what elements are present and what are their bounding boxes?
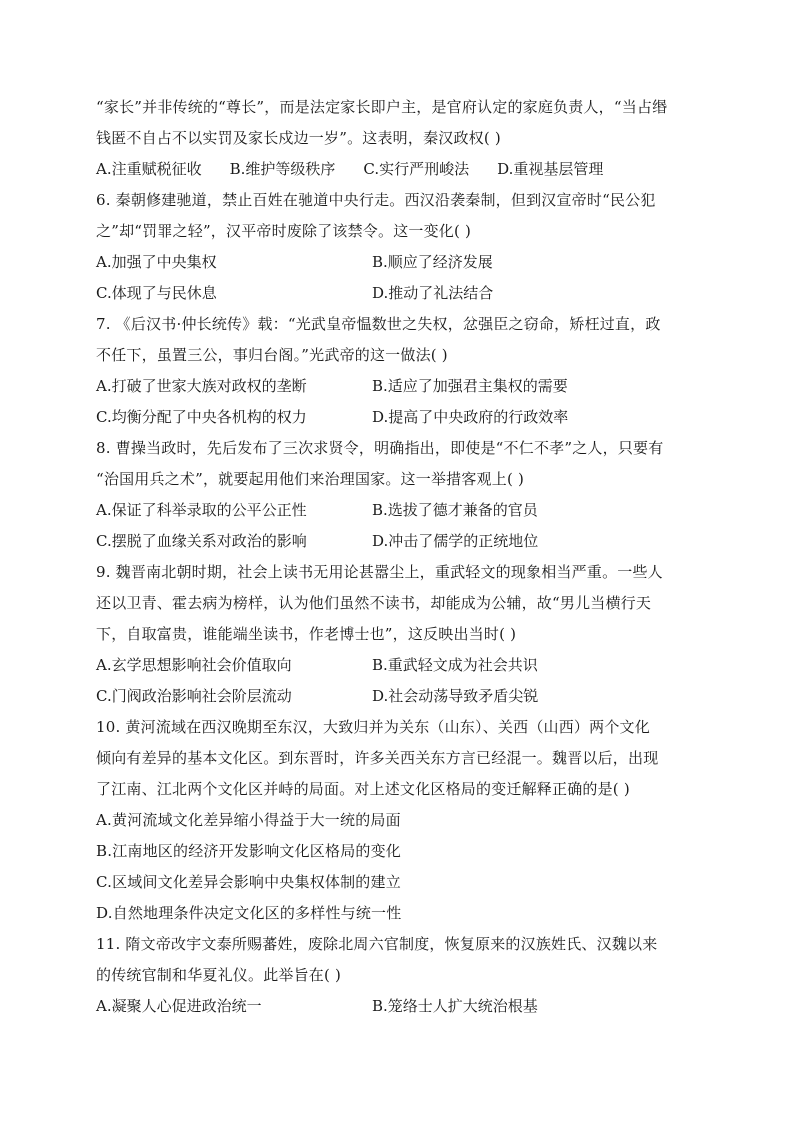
option-d: D.冲击了儒学的正统地位 (372, 532, 539, 550)
option-c: C.实行严刑峻法 (363, 160, 470, 178)
question-5 (96, 92, 706, 185)
options-row (96, 402, 706, 433)
options-row (96, 495, 706, 526)
question-9 (96, 557, 706, 712)
question-10 (96, 712, 706, 929)
question-stem-line: 钱匿不自占不以实罚及家长戍边一岁”。这表明，秦汉政权( ) (96, 129, 501, 147)
question-stem-line: 之”却“罚罪之轻”，汉平帝时废除了该禁令。这一变化( ) (96, 222, 472, 240)
options-row (96, 371, 706, 402)
options-row (96, 650, 706, 681)
question-6 (96, 185, 706, 309)
question-stem-line: 8. 曹操当政时，先后发布了三次求贤令，明确指出，即使是“不仁不孝”之人，只要有 (96, 439, 664, 457)
option-d: D.重视基层管理 (497, 160, 604, 178)
option-b: B.重武轻文成为社会共识 (372, 656, 538, 674)
option-d: D.推动了礼法结合 (372, 284, 494, 302)
option-c: C.区域间文化差异会影响中央集权体制的建立 (96, 873, 401, 891)
option-a: A.保证了科举录取的公平公正性 (96, 501, 307, 519)
options-row (96, 154, 706, 185)
exam-page (96, 92, 706, 1022)
option-b: B.适应了加强君主集权的需要 (372, 377, 568, 395)
option-d: D.社会动荡导致矛盾尖锐 (372, 687, 539, 705)
option-a: A.注重赋税征收 (96, 160, 202, 178)
option-b: B.顺应了经济发展 (372, 253, 493, 271)
option-b: B.维护等级秩序 (229, 160, 336, 178)
question-stem-line: 9. 魏晋南北朝时期，社会上读书无用论甚嚣尘上，重武轻文的现象相当严重。一些人 (96, 563, 663, 581)
option-c: C.门阀政治影响社会阶层流动 (96, 687, 292, 705)
options-row (96, 681, 706, 712)
option-b: B.选拔了德才兼备的官员 (372, 501, 538, 519)
option-d: D.提高了中央政府的行政效率 (372, 408, 569, 426)
options-row (96, 278, 706, 309)
option-d: D.自然地理条件决定文化区的多样性与统一性 (96, 904, 402, 922)
question-8 (96, 433, 706, 557)
question-stem-line: 的传统官制和华夏礼仪。此举旨在( ) (96, 966, 342, 984)
option-a: A.玄学思想影响社会价值取向 (96, 656, 292, 674)
question-stem-line: 了江南、江北两个文化区并峙的局面。对上述文化区格局的变迁解释正确的是( ) (96, 780, 630, 798)
options-row (96, 991, 706, 1022)
question-stem-line: 10. 黄河流域在西汉晚期至东汉，大致归并为关东（山东）、关西（山西）两个文化 (96, 718, 650, 736)
question-stem-line: “治国用兵之术”，就要起用他们来治理国家。这一举措客观上( ) (96, 470, 525, 488)
option-c: C.均衡分配了中央各机构的权力 (96, 408, 307, 426)
option-c: C.摆脱了血缘关系对政治的影响 (96, 532, 307, 550)
options-row (96, 526, 706, 557)
question-stem-line: “家长”并非传统的“尊长”，而是法定家长即户主，是官府认定的家庭负责人，“当占缗 (96, 98, 668, 116)
question-stem-line: 倾向有差异的基本文化区。到东晋时，许多关西关东方言已经混一。魏晋以后，出现 (96, 749, 659, 767)
option-b: B.笼络士人扩大统治根基 (372, 997, 538, 1015)
question-stem-line: 11. 隋文帝改宇文泰所赐蕃姓，废除北周六官制度，恢复原来的汉族姓氏、汉魏以来 (96, 935, 658, 953)
option-a: A.黄河流域文化差异缩小得益于大一统的局面 (96, 811, 401, 829)
option-c: C.体现了与民休息 (96, 284, 217, 302)
option-a: A.加强了中央集权 (96, 253, 217, 271)
question-stem-line: 还以卫青、霍去病为榜样，认为他们虽然不读书，却能成为公辅，故“男儿当横行天 (96, 594, 652, 612)
options-row (96, 247, 706, 278)
option-a: A.打破了世家大族对政权的垄断 (96, 377, 307, 395)
question-7 (96, 309, 706, 433)
question-stem-line: 7. 《后汉书·仲长统传》载：“光武皇帝愠数世之失权，忿强臣之窃命，矫枉过直，政 (96, 315, 661, 333)
question-stem-line: 6. 秦朝修建驰道，禁止百姓在驰道中央行走。西汉沿袭秦制，但到汉宣帝时“民公犯 (96, 191, 656, 209)
question-stem-line: 不任下，虽置三公，事归台阁。”光武帝的这一做法( ) (96, 346, 448, 364)
question-11 (96, 929, 706, 1022)
option-a: A.凝聚人心促进政治统一 (96, 997, 262, 1015)
question-stem-line: 下，自取富贵，谁能端坐读书，作老博士也”，这反映出当时( ) (96, 625, 517, 643)
option-b: B.江南地区的经济开发影响文化区格局的变化 (96, 842, 401, 860)
